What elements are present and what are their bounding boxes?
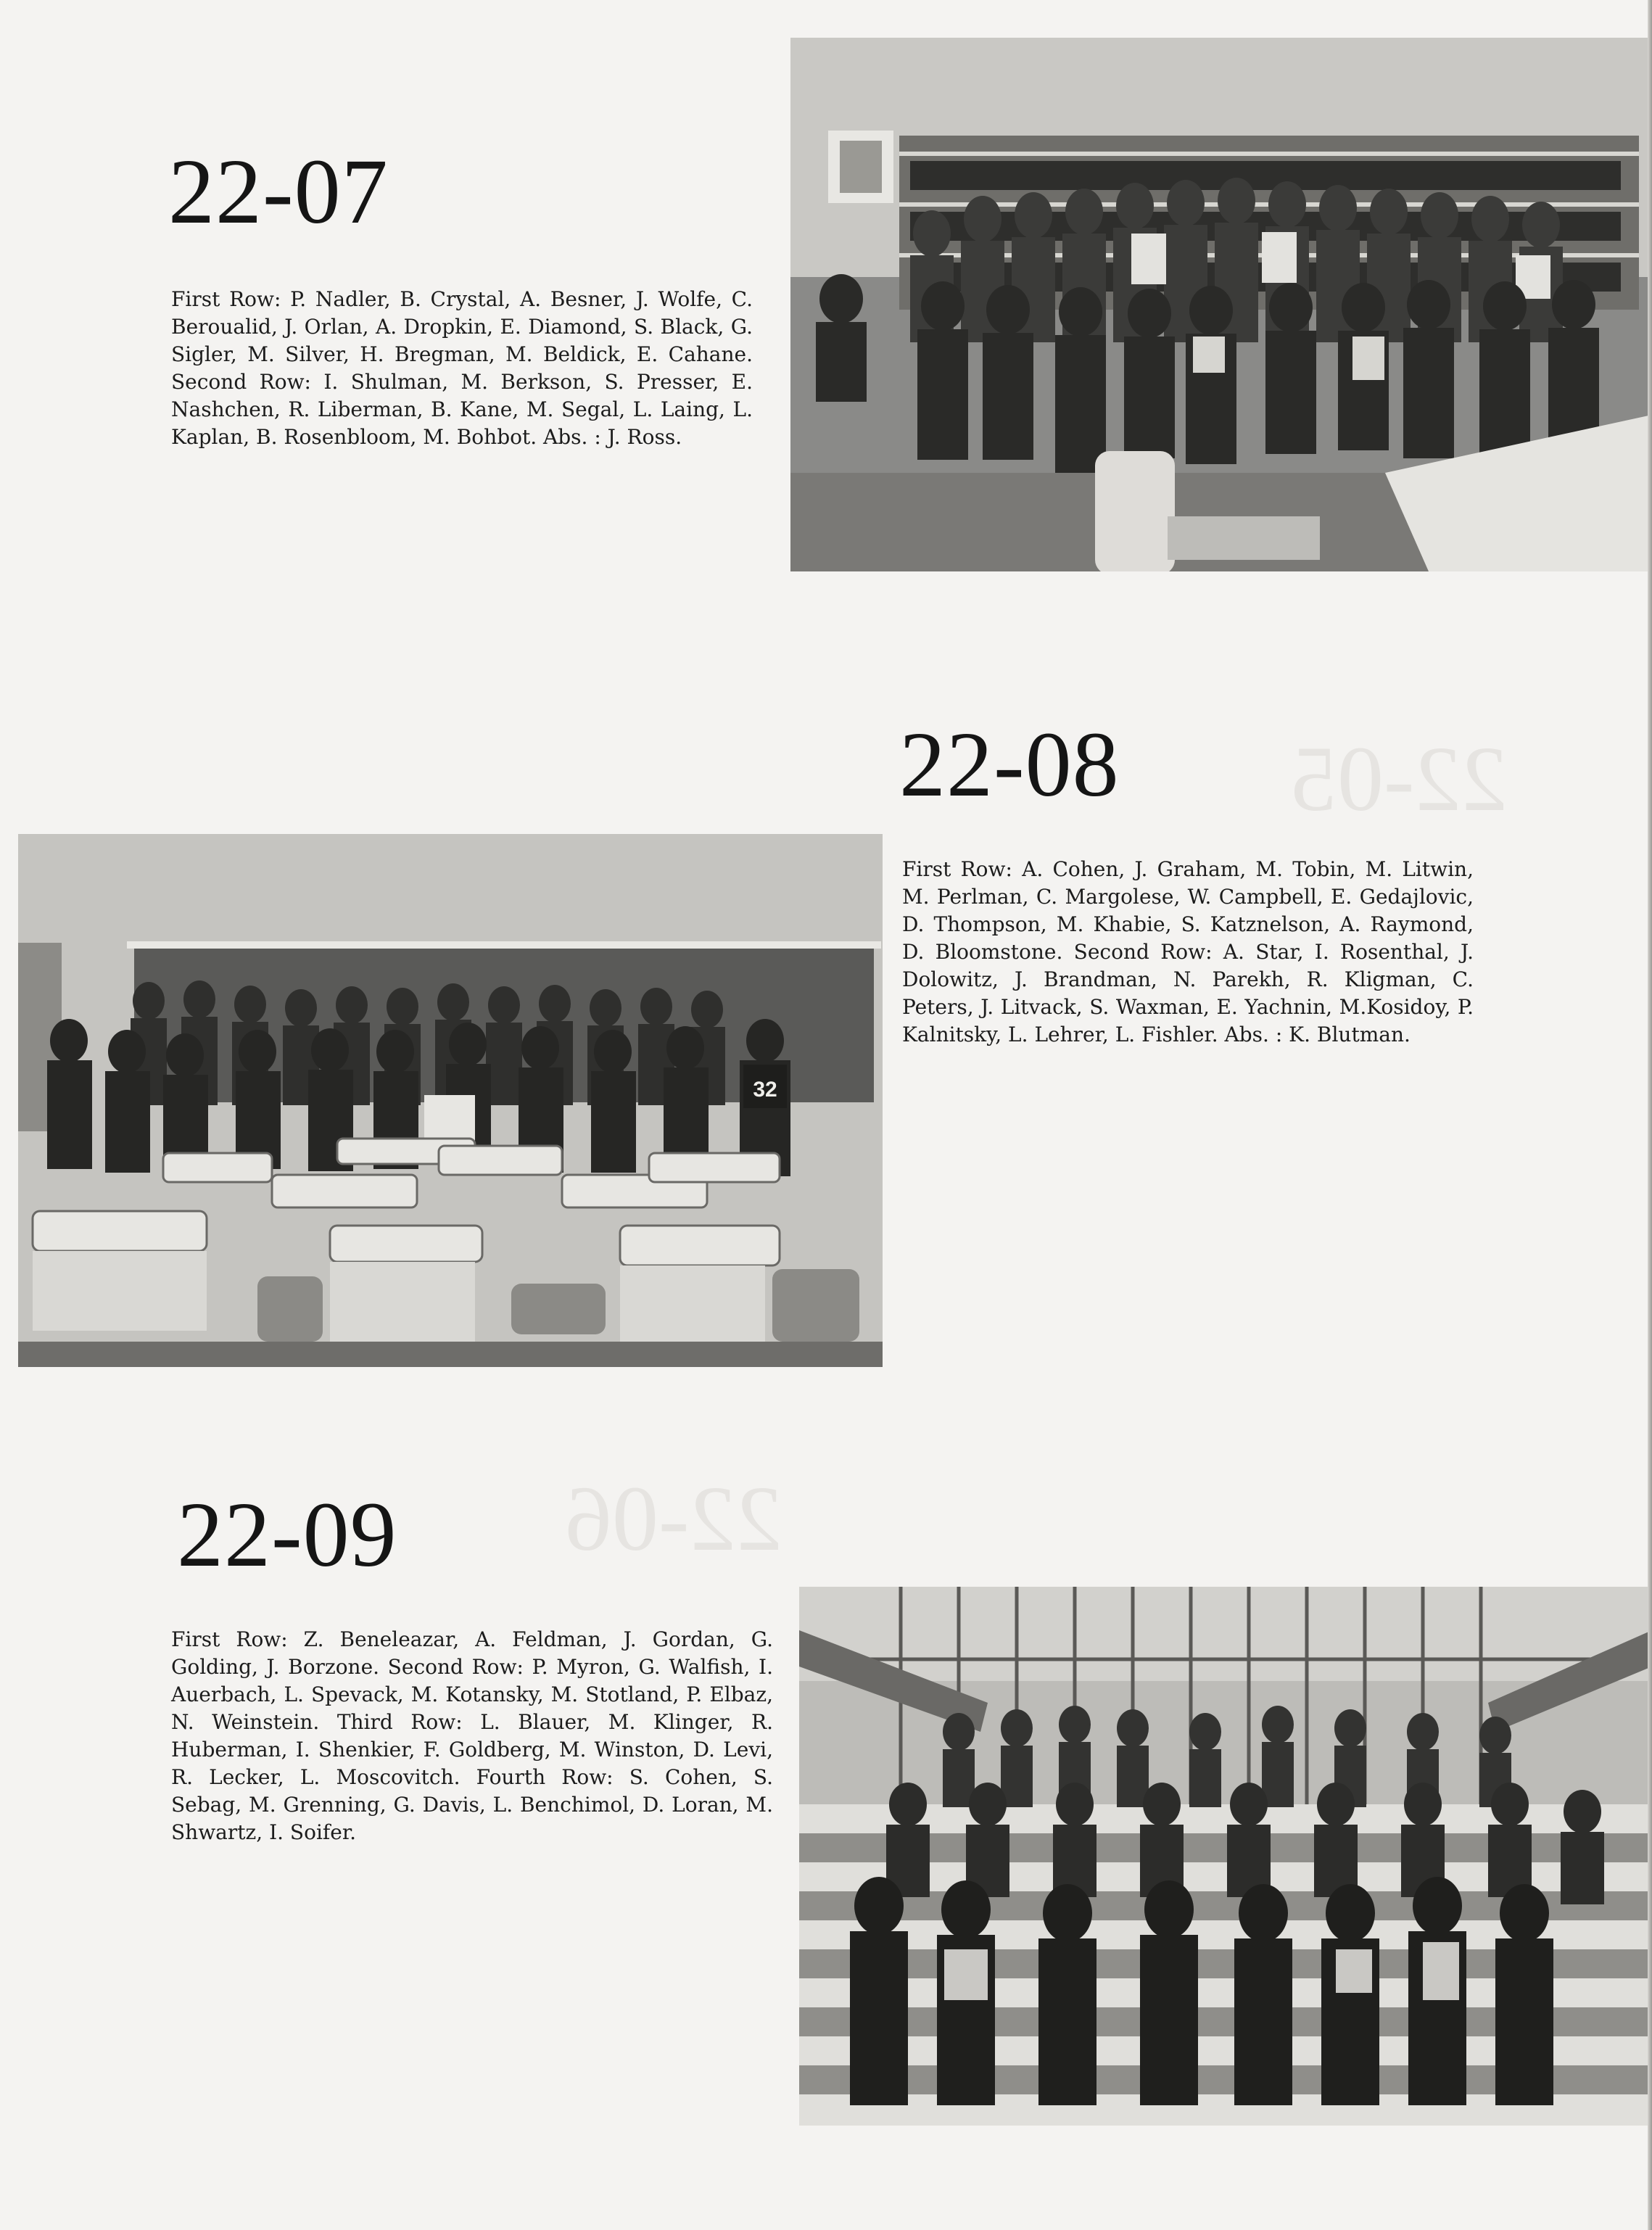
room-number-heading: 22-09 <box>177 1483 397 1586</box>
jersey-number: 32 <box>753 1078 777 1102</box>
show-through-text: 22-06 <box>566 1467 782 1570</box>
class-photo <box>18 834 883 1367</box>
class-photo-image <box>18 834 883 1367</box>
room-number-heading: 22-07 <box>168 140 389 243</box>
class-photo-image <box>799 1587 1652 2126</box>
page-binding-edge <box>1648 0 1652 2230</box>
class-roster-caption: First Row: P. Nadler, B. Crystal, A. Besner, J. Wolfe, C. Beroualid, J. Orlan, A. Dropkin, E. Diamond, S. Black, G. Sigler, M. Silver, H. Bregman, M. Beldick, E. Cahane. Second Row: I. Shulman, M. Berkson, S. Presser, E. Nashchen, R. Liberman, B. Kane, M. Segal, L. Laing, L. Kaplan, B. Rosenbloom, M. Bohbot. Abs. : J. Ross. <box>171 287 753 449</box>
class-photo <box>790 38 1652 571</box>
class-roster-caption: First Row: A. Cohen, J. Graham, M. Tobin, M. Litwin, M. Perlman, C. Margolese, W. Campbell, E. Gedajlovic, D. Thompson, M. Khabie, S. Katznelson, A. Raymond, D. Bloomstone. Second Row: A. Star, I. Rosenthal, J. Dolowitz, J. Brandman, N. Parekh, R. Kligman, C. Peters, J. Litvack, S. Waxman, E. Yachnin, M.Kosidoy, P. Kalnitsky, L. Lehrer, L. Fishler. Abs. : K. Blutman. <box>902 857 1474 1046</box>
class-photo-image <box>790 38 1652 571</box>
class-photo <box>799 1587 1652 2126</box>
show-through-text: 22-05 <box>1291 727 1508 830</box>
class-roster-caption: First Row: Z. Beneleazar, A. Feldman, J. Gordan, G. Golding, J. Borzone. Second Row: P. Myron, G. Walfish, I. Auerbach, L. Spevack, M. Kotansky, M. Stotland, P. Elbaz, N. Weinstein. Third Row: L. Blauer, M. Klinger, R. Huberman, I. Shenkier, F. Goldberg, M. Winston, D. Levi, R. Lecker, L. Moscovitch. Fourth Row: S. Cohen, S. Sebag, M. Grenning, G. Davis, L. Benchimol, D. Loran, M. Shwartz, I. Soifer. <box>171 1627 773 1844</box>
room-number-heading: 22-08 <box>899 713 1120 816</box>
